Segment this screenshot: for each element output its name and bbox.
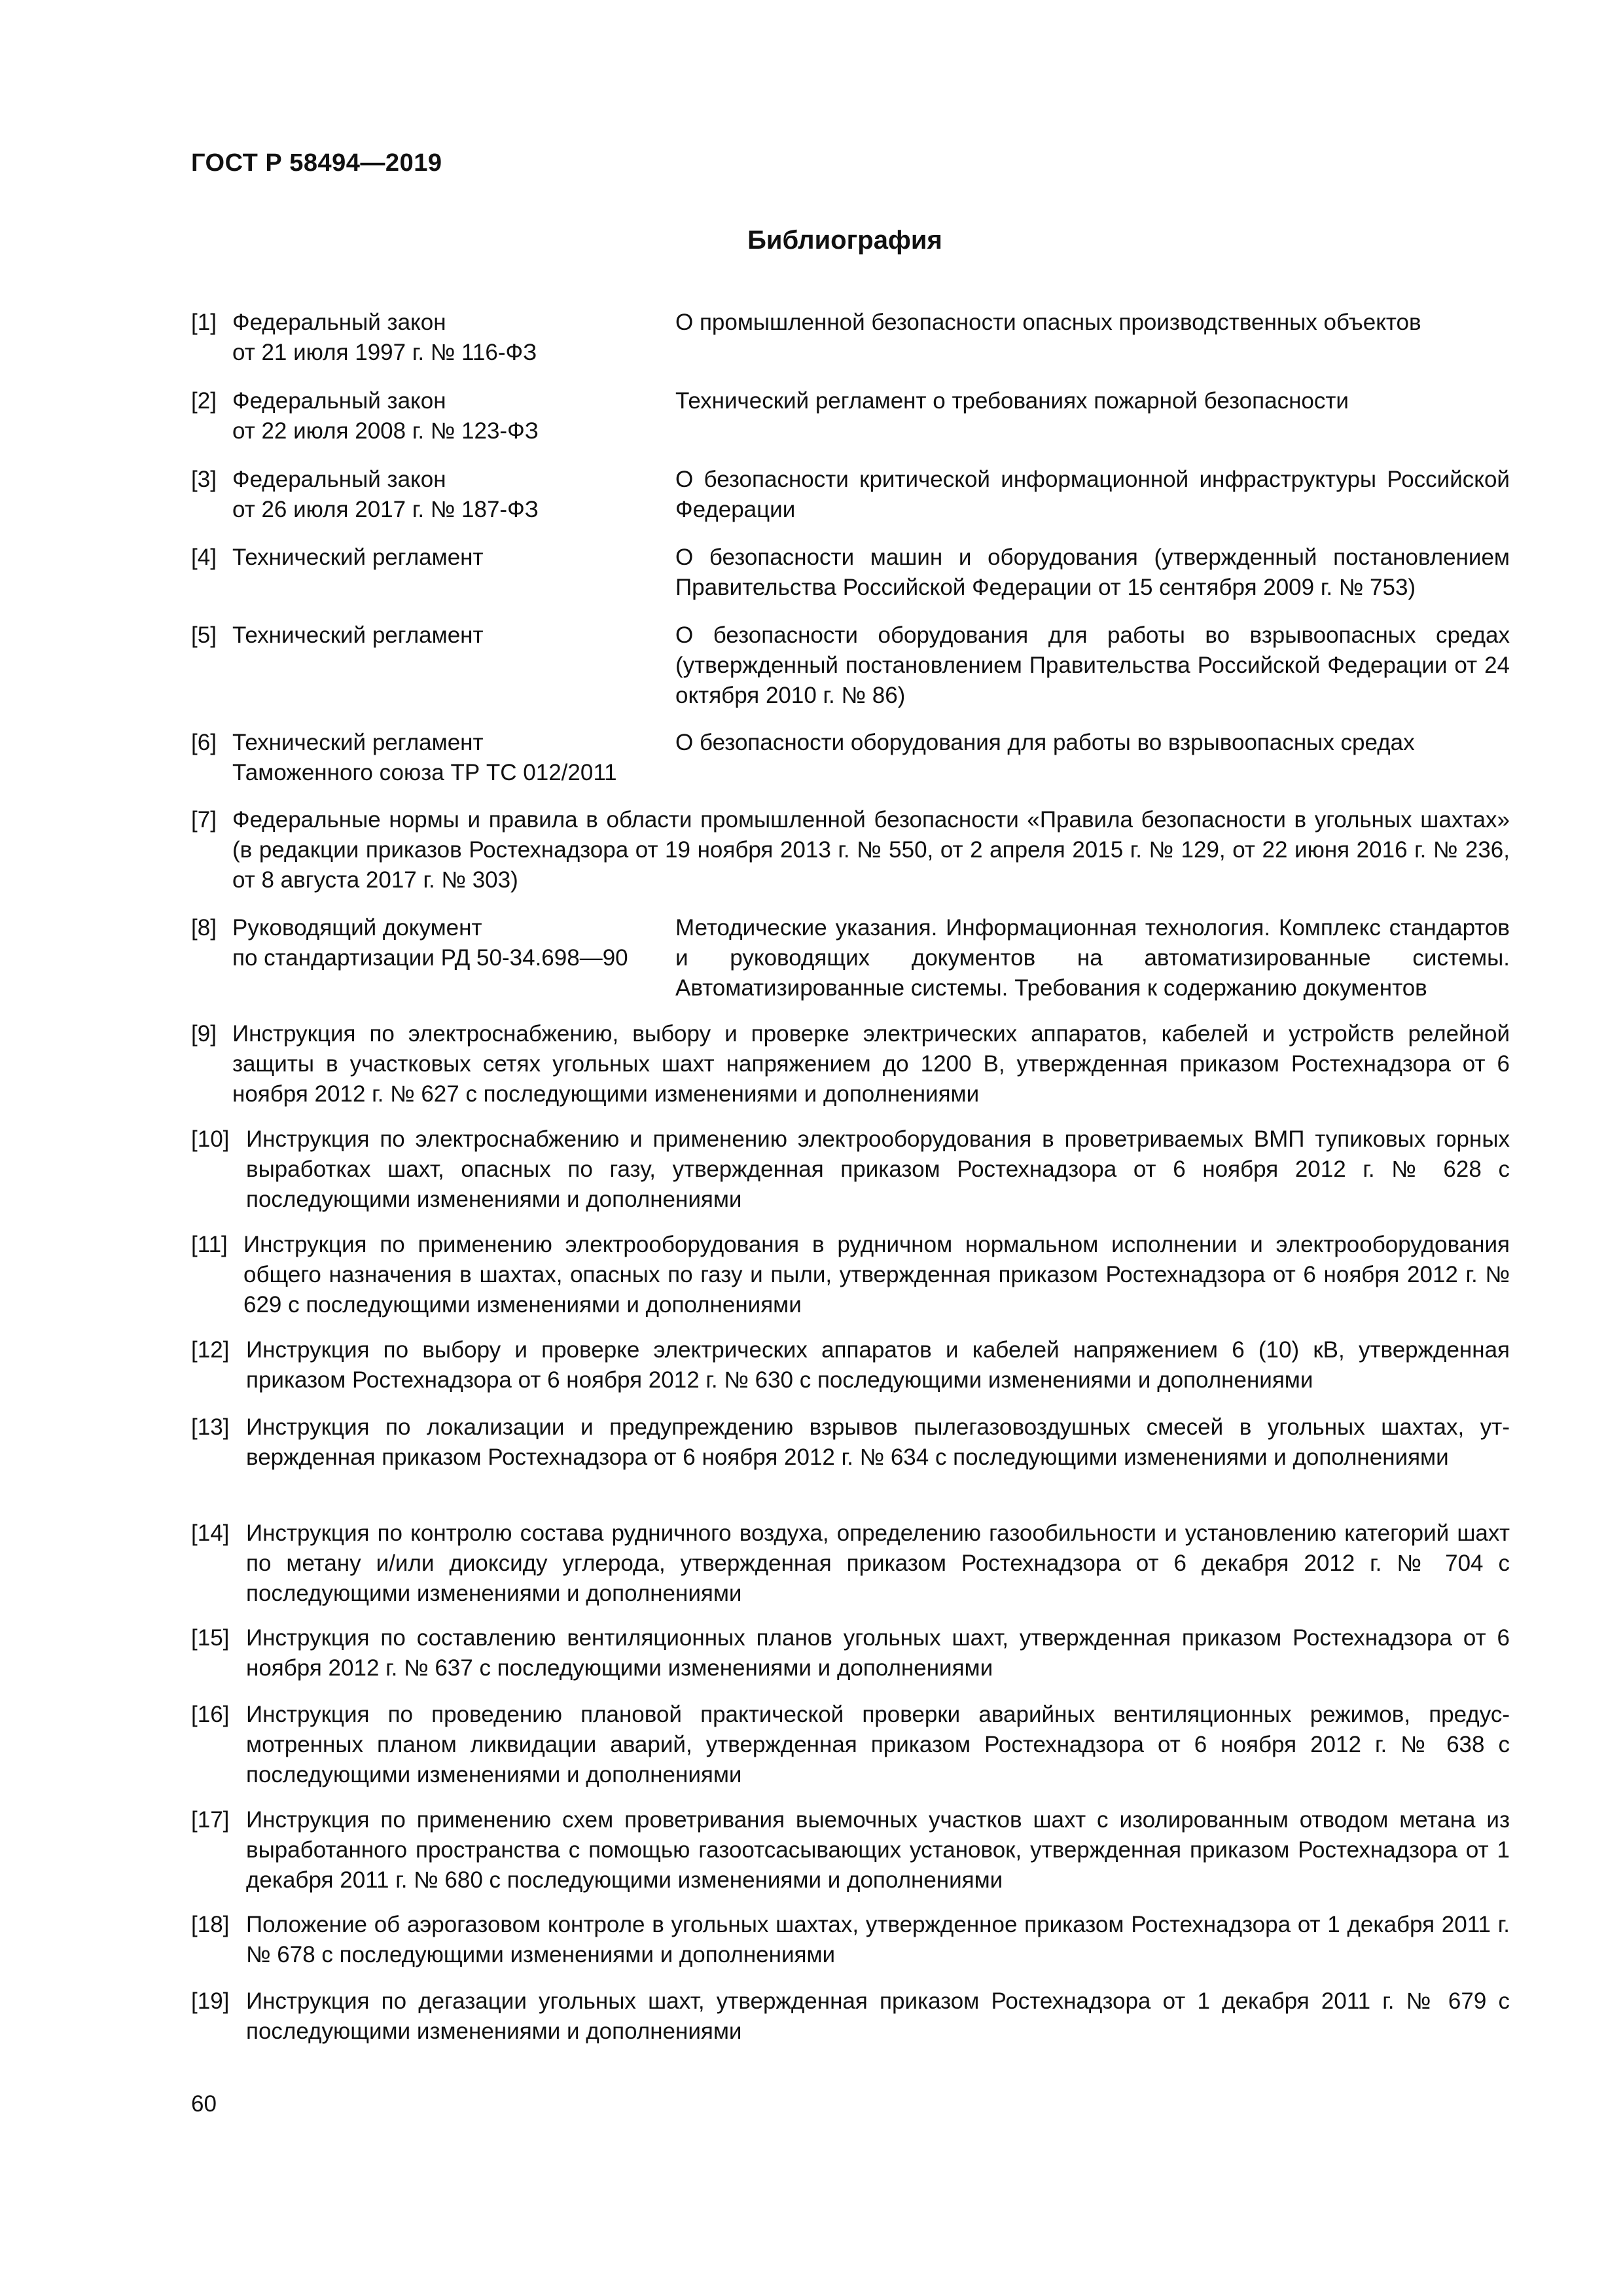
reference-text: Инструкция по локализации и предупреждению взрывов пылегазовоздушных смесей в угольных шахтах, утвержденная приказом Ростехнадзора от 6 ноября 2012 г. № 634 с последующими изменениями и дополнениями — [246, 1414, 1510, 1470]
reference-entry-7 — [191, 805, 1510, 895]
reference-number: [5] — [191, 622, 217, 648]
reference-text: Федеральные нормы и правила в области промышленной безопасности «Правила безопасности в угольных шахтах» (в редакции приказов Ростехнадзора от 19 ноября 2013 г. № 550, от 2 апреля 2015 г. № 129, от 22 июня 2016 г. № 236, от 8 августа 2017 г. № 303) — [232, 807, 1510, 893]
reference-number: [1] — [191, 310, 217, 335]
reference-number: [10] — [191, 1126, 230, 1152]
reference-description: О безопасности оборудования для работы во взрывоопасных средах (утвержденный постановлением Правительства Российской Федерации от 24 октября 2010 г. № 86) — [675, 622, 1510, 708]
reference-text: Инструкция по электроснабжению и применению электрооборудования в проветриваемых ВМП тупиковых горных выработках шахт, опасных по газу, утвержденная приказом Ростехнадзора от 6 ноября 2012 г. № 628 с последующими изменениями и дополнениями — [246, 1126, 1510, 1212]
reference-entry-19 — [191, 1986, 1510, 2047]
reference-entry-10 — [191, 1124, 1510, 1215]
reference-description: О безопасности машин и оборудования (утвержденный постановлением Правительства Российской Федерации от 15 сентября 2009 г. № 753) — [675, 545, 1510, 600]
page-title: Библиография — [747, 226, 942, 255]
reference-description: О безопасности критической информационной инфраструктуры Российской Федерации — [675, 467, 1510, 522]
reference-text: Положение об аэрогазовом контроле в угольных шахтах, утвержденное приказом Ростехнадзора от 1 декабря 2011 г. № 678 с последующими изменениями и дополнениями — [246, 1912, 1510, 1967]
reference-text: Инструкция по составлению вентиляционных планов угольных шахт, утвержденная приказом Ростехнадзора от 6 ноября 2012 г. № 637 с последующими изменениями и дополнениями — [246, 1625, 1510, 1681]
reference-number: [9] — [191, 1021, 217, 1047]
reference-source: Руководящий документ по стандартизации РД 50-34.698—90 — [232, 915, 628, 971]
reference-text: Инструкция по дегазации угольных шахт, утвержденная приказом Ростехнадзора от 1 декабря 2011 г. № 679 с последующими изменениями и дополнениями — [246, 1988, 1510, 2044]
reference-source: Технический регламент Таможенного союза ТР ТС 012/2011 — [232, 730, 617, 785]
reference-number: [16] — [191, 1702, 230, 1727]
reference-number: [12] — [191, 1337, 230, 1363]
reference-description: Технический регламент о требованиях пожарной безопасности — [675, 388, 1349, 414]
reference-number: [15] — [191, 1625, 230, 1651]
reference-source: Федеральный закон от 22 июля 2008 г. № 123-ФЗ — [232, 388, 539, 444]
reference-number: [4] — [191, 545, 217, 570]
reference-entry-11 — [191, 1230, 1510, 1320]
reference-number: [6] — [191, 730, 217, 755]
reference-source: Технический регламент — [232, 622, 484, 648]
reference-entry-17 — [191, 1805, 1510, 1895]
reference-number: [14] — [191, 1520, 230, 1546]
reference-entry-9 — [191, 1019, 1510, 1109]
reference-entry-13 — [191, 1412, 1510, 1473]
reference-entry-16 — [191, 1700, 1510, 1790]
reference-source: Технический регламент — [232, 545, 484, 570]
reference-description: О безопасности оборудования для работы во взрывоопасных средах — [675, 730, 1415, 755]
reference-description: Методические указания. Информационная технология. Комплекс стандартов и руководящих документов на автоматизированные системы. Автоматизированные системы. Требования к содержанию документов — [675, 915, 1510, 1001]
reference-number: [3] — [191, 467, 217, 492]
reference-number: [7] — [191, 807, 217, 833]
reference-entry-12 — [191, 1335, 1510, 1395]
reference-number: [17] — [191, 1807, 230, 1833]
reference-entry-18 — [191, 1910, 1510, 1970]
document-code-header: ГОСТ Р 58494—2019 — [191, 149, 442, 177]
reference-text: Инструкция по электроснабжению, выбору и проверке электрических аппаратов, кабелей и устройств релейной защиты в участковых сетях угольных шахт напряжением до 1200 В, утвержденная приказом Ростехнадзора от 6 ноября 2012 г. № 627 с последующими изменениями и дополнениями — [232, 1021, 1510, 1107]
reference-entry-14 — [191, 1518, 1510, 1609]
reference-number: [11] — [191, 1232, 228, 1257]
reference-source: Федеральный закон от 21 июля 1997 г. № 116-ФЗ — [232, 310, 537, 365]
reference-number: [18] — [191, 1912, 230, 1937]
page-number: 60 — [191, 2091, 217, 2117]
reference-text: Инструкция по выбору и проверке электрических аппаратов и кабелей напряжением 6 (10) кВ, утвержденная приказом Ростехнадзора от 6 ноября 2012 г. № 630 с последующими изменениями и дополнениями — [246, 1337, 1510, 1393]
reference-text: Инструкция по применению схем проветривания выемочных участков шахт с изолированным отводом метана из выработанного пространства с помощью газоотсасывающих установок, утвержденная приказом Ростехнадзора от 1 декабря 2011 г. № 680 с последующими изменениями и дополнениями — [246, 1807, 1510, 1893]
reference-number: [13] — [191, 1414, 230, 1440]
reference-entry-15 — [191, 1623, 1510, 1683]
reference-text: Инструкция по проведению плановой практической проверки аварийных вентиляционных режимов, предусмотренных планом ликвидации аварий, утвержденная приказом Ростехнадзора от 6 ноября 2012 г. № 638 с последующими изменениями и дополнениями — [246, 1702, 1510, 1787]
reference-number: [2] — [191, 388, 217, 414]
reference-description: О промышленной безопасности опасных производственных объектов — [675, 310, 1421, 335]
reference-source: Федеральный закон от 26 июля 2017 г. № 187-ФЗ — [232, 467, 539, 522]
reference-text: Инструкция по контролю состава рудничного воздуха, определению газообильности и установлению категорий шахт по метану и/или диоксиду углерода, утвержденная приказом Ростехнадзора от 6 декабря 2012 г. № 704 с последующими изменениями и дополнениями — [246, 1520, 1510, 1606]
reference-text: Инструкция по применению электрооборудования в рудничном нормальном исполнении и электрооборудования общего назначения в шахтах, опасных по газу и пыли, утвержденная приказом Ростехнадзора от 6 ноября 2012 г. № 629 с последующими изменениями и дополнениями — [243, 1232, 1510, 1318]
reference-number: [8] — [191, 915, 217, 941]
reference-number: [19] — [191, 1988, 230, 2014]
